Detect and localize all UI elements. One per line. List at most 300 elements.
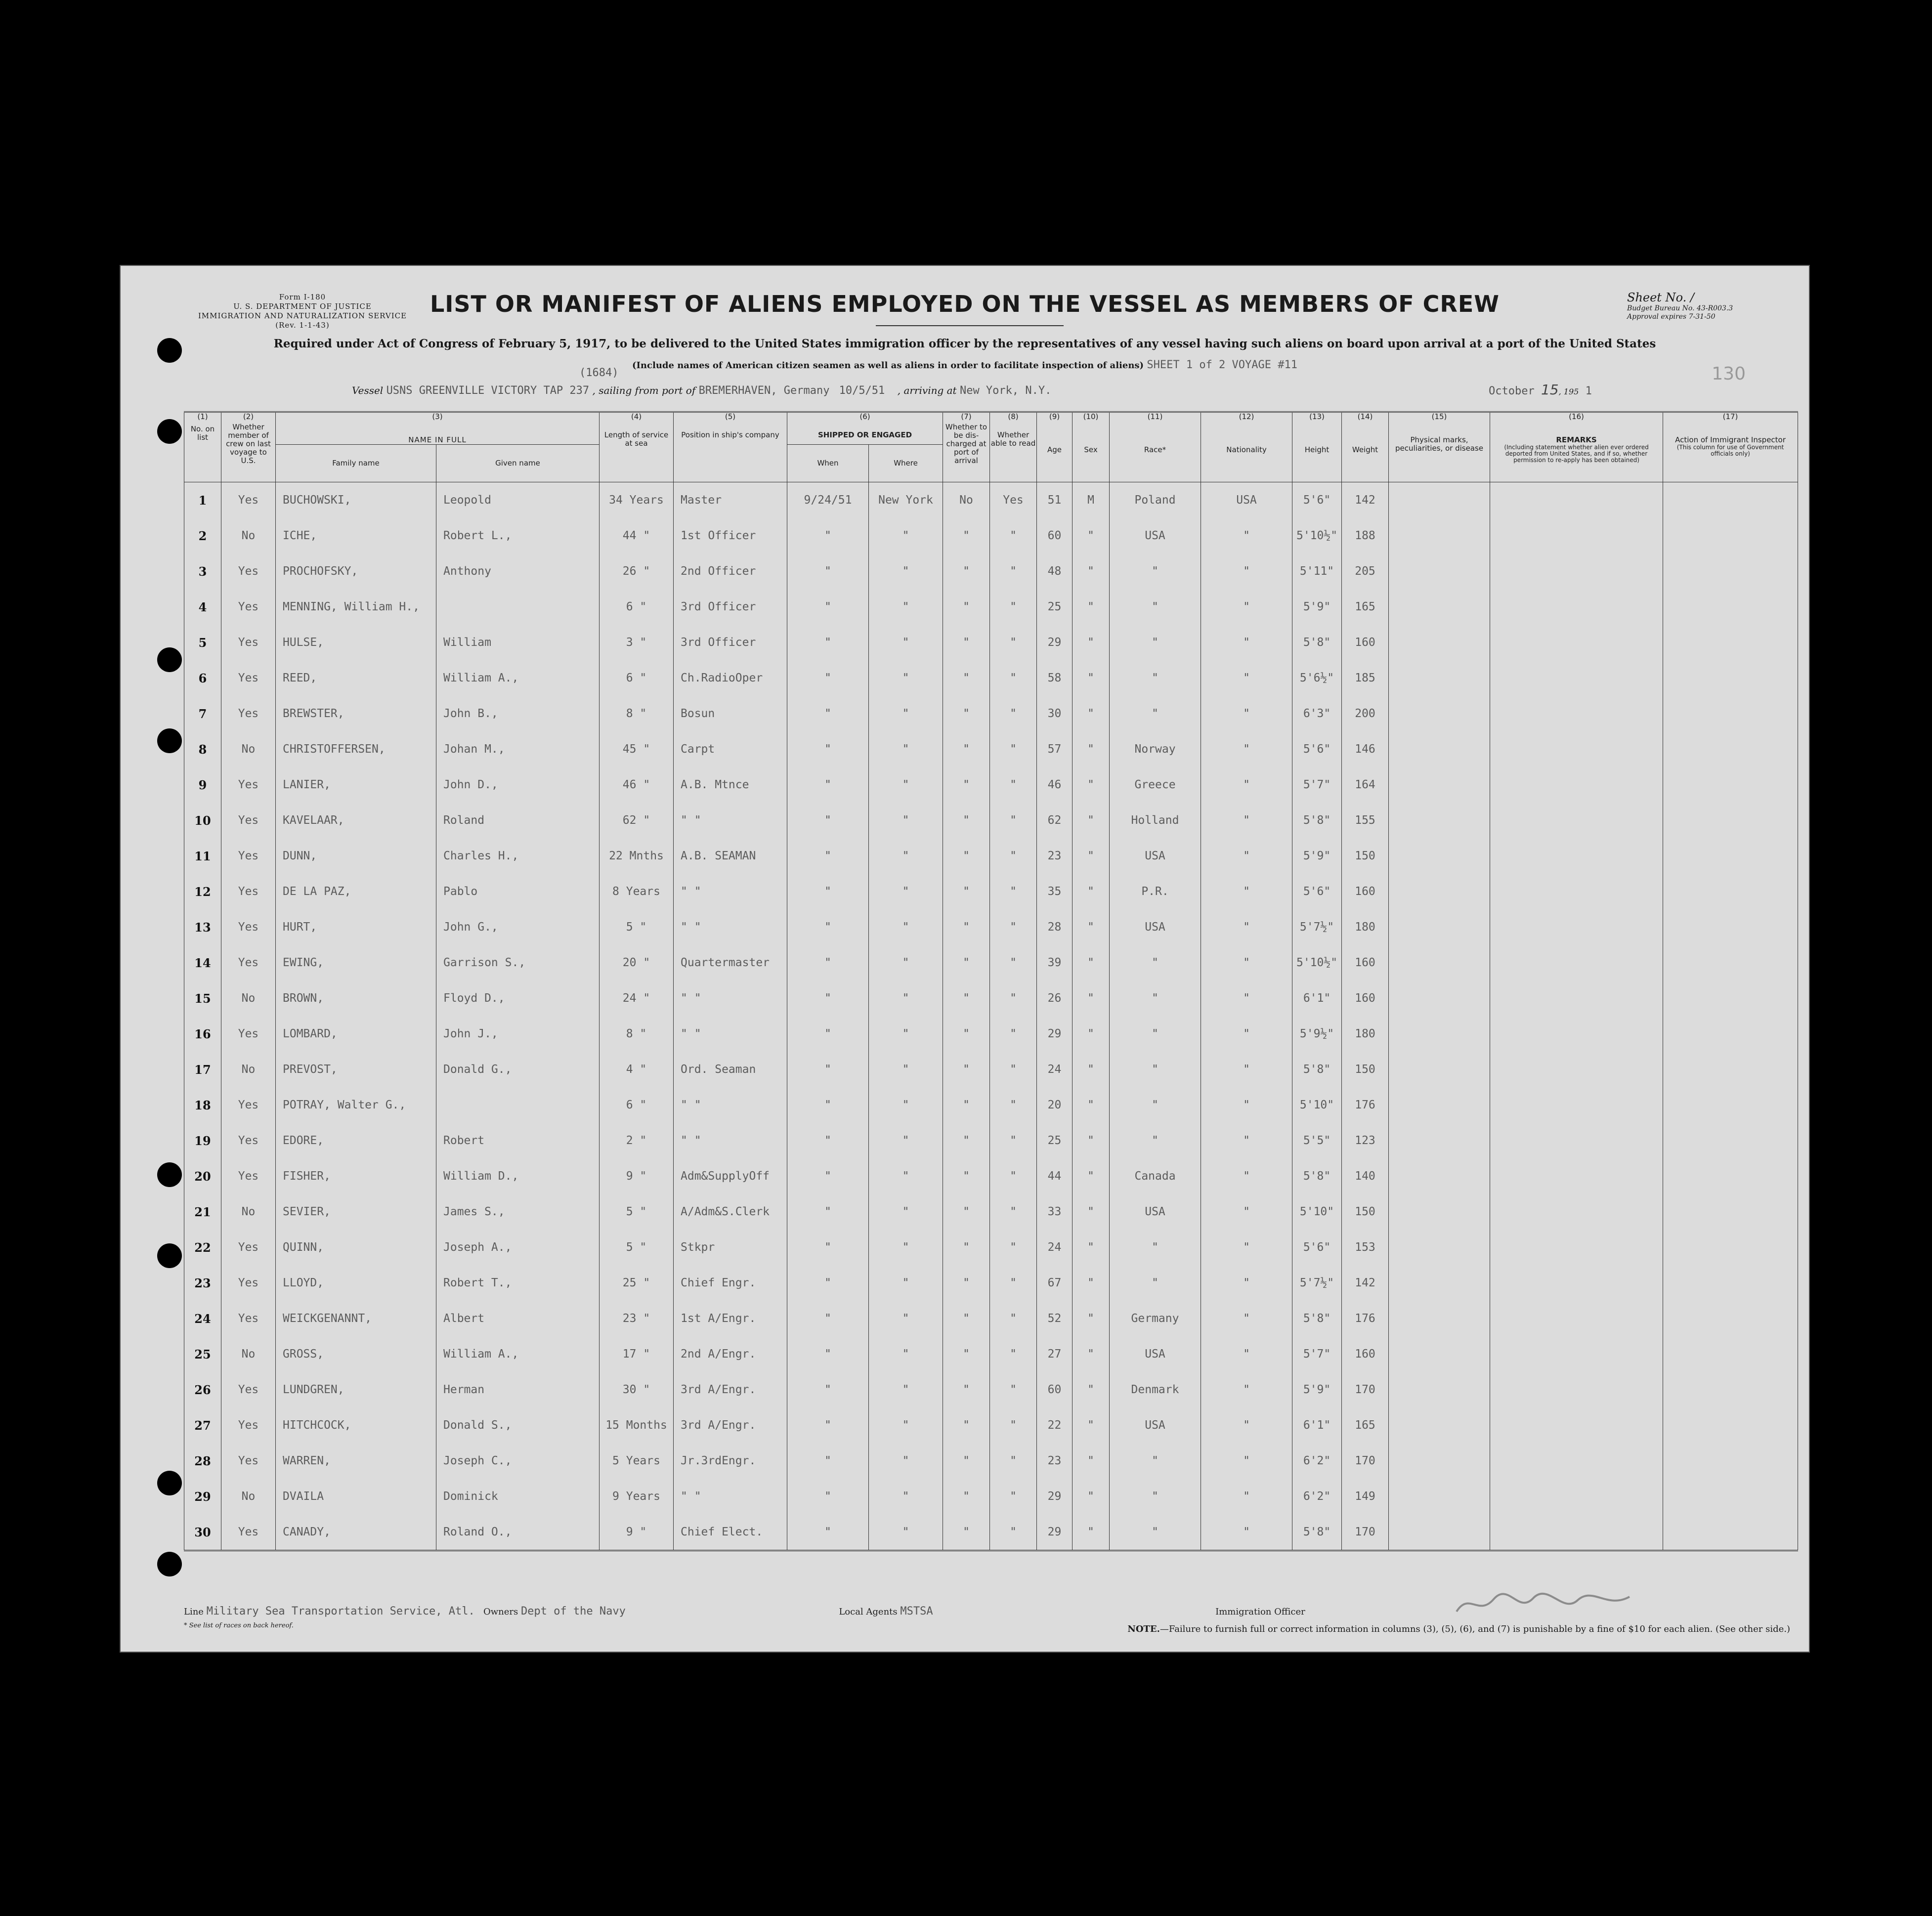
race-cell: " — [1110, 1265, 1201, 1301]
race-cell: USA — [1110, 1336, 1201, 1372]
weight-cell: 149 — [1342, 1479, 1389, 1514]
table-row — [184, 1123, 1798, 1158]
table-row — [184, 625, 1798, 660]
shipped-when-cell: " — [787, 1052, 869, 1087]
discharged-cell: " — [943, 980, 990, 1016]
arrival-month: October — [1489, 385, 1535, 397]
discharged-cell: " — [943, 767, 990, 803]
table-body — [184, 482, 1798, 1551]
row-number-cell: 3 — [184, 554, 221, 589]
nationality-cell: " — [1201, 518, 1292, 554]
height-cell: 5'9" — [1292, 1372, 1342, 1407]
family-name-cell: ICHE, — [276, 518, 436, 554]
discharged-cell: " — [943, 1479, 990, 1514]
last-voyage-cell: No — [221, 518, 276, 554]
agents-label: Local Agents — [839, 1607, 898, 1617]
position-cell: 1st A/Engr. — [674, 1301, 787, 1336]
sex-cell: " — [1073, 1407, 1110, 1443]
able-to-read-cell: " — [990, 1265, 1037, 1301]
last-voyage-cell: Yes — [221, 589, 276, 625]
family-name-cell: HURT, — [276, 909, 436, 945]
family-name-cell: LANIER, — [276, 767, 436, 803]
physical-marks-cell — [1389, 589, 1490, 625]
shipped-when-cell: " — [787, 1372, 869, 1407]
family-name-cell: EWING, — [276, 945, 436, 980]
weight-cell: 188 — [1342, 518, 1389, 554]
given-name-cell: Roland O., — [436, 1514, 600, 1551]
note-label: NOTE. — [1127, 1624, 1160, 1634]
row-number-cell: 1 — [184, 482, 221, 518]
shipped-when-cell: " — [787, 803, 869, 838]
weight-cell: 150 — [1342, 1052, 1389, 1087]
discharged-cell: " — [943, 660, 990, 696]
table-row — [184, 1301, 1798, 1336]
age-cell: 23 — [1037, 1443, 1073, 1479]
shipped-where-cell: " — [869, 625, 943, 660]
nationality-cell: " — [1201, 1087, 1292, 1123]
given-name-cell: Leopold — [436, 482, 600, 518]
family-name-cell: LOMBARD, — [276, 1016, 436, 1052]
sex-cell: " — [1073, 625, 1110, 660]
header-col6: (6) SHIPPED OR ENGAGED — [787, 412, 943, 445]
age-cell: 29 — [1037, 1479, 1073, 1514]
shipped-where-cell: " — [869, 731, 943, 767]
remarks-cell — [1490, 1265, 1663, 1301]
race-cell: USA — [1110, 1407, 1201, 1443]
nationality-cell: " — [1201, 909, 1292, 945]
weight-cell: 150 — [1342, 838, 1389, 874]
race-cell: " — [1110, 945, 1201, 980]
race-cell: " — [1110, 1443, 1201, 1479]
age-cell: 29 — [1037, 1016, 1073, 1052]
last-voyage-cell: Yes — [221, 1514, 276, 1551]
department: U. S. DEPARTMENT OF JUSTICE — [233, 302, 372, 311]
physical-marks-cell — [1389, 1123, 1490, 1158]
header-col13: (13) Height — [1292, 412, 1342, 482]
age-cell: 28 — [1037, 909, 1073, 945]
discharged-cell: " — [943, 909, 990, 945]
shipped-where-cell: " — [869, 696, 943, 731]
length-of-service-cell: 26 " — [600, 554, 674, 589]
family-name-cell: PREVOST, — [276, 1052, 436, 1087]
position-cell: 3rd Officer — [674, 625, 787, 660]
shipped-when-cell: " — [787, 1194, 869, 1230]
service: IMMIGRATION AND NATURALIZATION SERVICE — [198, 311, 407, 320]
weight-cell: 140 — [1342, 1158, 1389, 1194]
remarks-cell — [1490, 1514, 1663, 1551]
weight-cell: 123 — [1342, 1123, 1389, 1158]
row-number-cell: 23 — [184, 1265, 221, 1301]
row-number-cell: 11 — [184, 838, 221, 874]
height-cell: 5'6" — [1292, 1230, 1342, 1265]
position-cell: 2nd A/Engr. — [674, 1336, 787, 1372]
inspector-action-cell — [1663, 1479, 1798, 1514]
nationality-cell: " — [1201, 1230, 1292, 1265]
binder-hole — [157, 728, 182, 753]
remarks-cell — [1490, 1123, 1663, 1158]
remarks-cell — [1490, 767, 1663, 803]
family-name-cell: WEICKGENANNT, — [276, 1301, 436, 1336]
weight-cell: 176 — [1342, 1301, 1389, 1336]
row-number-cell: 13 — [184, 909, 221, 945]
agents-value: MSTSA — [900, 1605, 933, 1618]
shipped-where-cell: " — [869, 1443, 943, 1479]
binder-hole — [157, 1471, 182, 1495]
sex-cell: " — [1073, 1087, 1110, 1123]
inspector-action-cell — [1663, 1158, 1798, 1194]
sex-cell: " — [1073, 803, 1110, 838]
weight-cell: 142 — [1342, 482, 1389, 518]
header-col16: (16) REMARKS (Including statement whether alien ever ordered deported from United States, and if so, whether permission to re-apply has been obtained) — [1490, 412, 1663, 482]
height-cell: 5'7" — [1292, 767, 1342, 803]
length-of-service-cell: 2 " — [600, 1123, 674, 1158]
given-name-cell: Donald S., — [436, 1407, 600, 1443]
length-of-service-cell: 3 " — [600, 625, 674, 660]
header-col9: (9) Age — [1037, 412, 1073, 482]
table-row — [184, 1230, 1798, 1265]
family-name-cell: KAVELAAR, — [276, 803, 436, 838]
given-name-cell: Floyd D., — [436, 980, 600, 1016]
position-cell: " " — [674, 909, 787, 945]
length-of-service-cell: 6 " — [600, 660, 674, 696]
weight-cell: 160 — [1342, 1336, 1389, 1372]
shipped-when-cell: " — [787, 838, 869, 874]
shipped-when-cell: " — [787, 1301, 869, 1336]
physical-marks-cell — [1389, 1194, 1490, 1230]
height-cell: 5'8" — [1292, 1158, 1342, 1194]
table-row — [184, 1443, 1798, 1479]
height-cell: 5'5" — [1292, 1123, 1342, 1158]
able-to-read-cell: " — [990, 1016, 1037, 1052]
nationality-cell: " — [1201, 1336, 1292, 1372]
family-name-cell: QUINN, — [276, 1230, 436, 1265]
port-to: New York, N.Y. — [959, 384, 1052, 397]
position-cell: " " — [674, 874, 787, 909]
shipped-when-cell: " — [787, 1158, 869, 1194]
sex-cell: " — [1073, 660, 1110, 696]
discharged-cell: " — [943, 1158, 990, 1194]
race-cell: " — [1110, 1479, 1201, 1514]
form-number: Form I-180 — [279, 293, 326, 301]
table-row — [184, 1016, 1798, 1052]
race-cell: " — [1110, 1016, 1201, 1052]
length-of-service-cell: 8 " — [600, 696, 674, 731]
remarks-cell — [1490, 1052, 1663, 1087]
able-to-read-cell: " — [990, 980, 1037, 1016]
shipped-where-cell: " — [869, 1158, 943, 1194]
shipped-when-cell: " — [787, 1443, 869, 1479]
age-cell: 29 — [1037, 1514, 1073, 1551]
table-row — [184, 554, 1798, 589]
sex-cell: " — [1073, 874, 1110, 909]
able-to-read-cell: " — [990, 1194, 1037, 1230]
physical-marks-cell — [1389, 1336, 1490, 1372]
remarks-cell — [1490, 1016, 1663, 1052]
discharged-cell: " — [943, 1372, 990, 1407]
race-cell: " — [1110, 980, 1201, 1016]
position-cell: 3rd A/Engr. — [674, 1372, 787, 1407]
shipped-when-cell: " — [787, 696, 869, 731]
length-of-service-cell: 4 " — [600, 1052, 674, 1087]
discharged-cell: " — [943, 518, 990, 554]
able-to-read-cell: " — [990, 803, 1037, 838]
given-name-cell: William A., — [436, 1336, 600, 1372]
row-number-cell: 2 — [184, 518, 221, 554]
height-cell: 5'8" — [1292, 1301, 1342, 1336]
able-to-read-cell: " — [990, 1443, 1037, 1479]
sex-cell: " — [1073, 1052, 1110, 1087]
inspector-action-cell — [1663, 554, 1798, 589]
length-of-service-cell: 5 " — [600, 909, 674, 945]
sex-cell: " — [1073, 945, 1110, 980]
last-voyage-cell: Yes — [221, 767, 276, 803]
physical-marks-cell — [1389, 1158, 1490, 1194]
position-cell: Chief Elect. — [674, 1514, 787, 1551]
table-header — [184, 412, 1798, 482]
race-cell: Holland — [1110, 803, 1201, 838]
position-cell: Bosun — [674, 696, 787, 731]
discharged-cell: " — [943, 625, 990, 660]
physical-marks-cell — [1389, 518, 1490, 554]
shipped-where-cell: " — [869, 945, 943, 980]
family-name-cell: LLOYD, — [276, 1265, 436, 1301]
family-name-cell: POTRAY, Walter G., — [276, 1087, 436, 1123]
inspector-action-cell — [1663, 1052, 1798, 1087]
shipped-when-cell: " — [787, 1407, 869, 1443]
row-number-cell: 21 — [184, 1194, 221, 1230]
header-col2: (2) Whether member of crew on last voyage to U.S. — [221, 412, 276, 482]
header-col1: (1) No. on list — [184, 412, 221, 482]
length-of-service-cell: 62 " — [600, 803, 674, 838]
physical-marks-cell — [1389, 1230, 1490, 1265]
able-to-read-cell: Yes — [990, 482, 1037, 518]
nationality-cell: " — [1201, 838, 1292, 874]
last-voyage-cell: Yes — [221, 1265, 276, 1301]
remarks-cell — [1490, 1336, 1663, 1372]
sex-cell: " — [1073, 1158, 1110, 1194]
race-cell: USA — [1110, 838, 1201, 874]
discharged-cell: " — [943, 589, 990, 625]
row-number-cell: 26 — [184, 1372, 221, 1407]
shipped-when-cell: " — [787, 1016, 869, 1052]
table-row — [184, 1372, 1798, 1407]
physical-marks-cell — [1389, 767, 1490, 803]
line-value: Military Sea Transportation Service, Atl. — [206, 1605, 475, 1618]
age-cell: 24 — [1037, 1230, 1073, 1265]
weight-cell: 200 — [1342, 696, 1389, 731]
nationality-cell: " — [1201, 1052, 1292, 1087]
given-name-cell: Joseph A., — [436, 1230, 600, 1265]
remarks-cell — [1490, 945, 1663, 980]
able-to-read-cell: " — [990, 1123, 1037, 1158]
sex-cell: " — [1073, 1443, 1110, 1479]
table-row — [184, 874, 1798, 909]
nationality-cell: " — [1201, 1265, 1292, 1301]
owners-label: Owners — [483, 1607, 518, 1617]
shipped-where-cell: " — [869, 1514, 943, 1551]
remarks-cell — [1490, 518, 1663, 554]
sex-cell: " — [1073, 696, 1110, 731]
sex-cell: " — [1073, 1230, 1110, 1265]
weight-cell: 160 — [1342, 625, 1389, 660]
sex-cell: " — [1073, 980, 1110, 1016]
discharged-cell: " — [943, 1016, 990, 1052]
given-name-cell: Robert T., — [436, 1265, 600, 1301]
header-col8: (8) Whether able to read — [990, 412, 1037, 482]
remarks-cell — [1490, 874, 1663, 909]
remarks-cell — [1490, 696, 1663, 731]
length-of-service-cell: 30 " — [600, 1372, 674, 1407]
nationality-cell: " — [1201, 1016, 1292, 1052]
race-cell: " — [1110, 660, 1201, 696]
able-to-read-cell: " — [990, 1052, 1037, 1087]
inspector-action-cell — [1663, 1443, 1798, 1479]
length-of-service-cell: 24 " — [600, 980, 674, 1016]
physical-marks-cell — [1389, 945, 1490, 980]
able-to-read-cell: " — [990, 554, 1037, 589]
nationality-cell: " — [1201, 767, 1292, 803]
last-voyage-cell: Yes — [221, 1158, 276, 1194]
family-name-cell: BUCHOWSKI, — [276, 482, 436, 518]
given-name-cell: William D., — [436, 1158, 600, 1194]
position-cell: A/Adm&S.Clerk — [674, 1194, 787, 1230]
shipped-where-cell: " — [869, 1407, 943, 1443]
family-name-cell: DUNN, — [276, 838, 436, 874]
table-row — [184, 660, 1798, 696]
shipped-where-cell: " — [869, 838, 943, 874]
header-where: Where — [869, 445, 943, 482]
inspector-action-cell — [1663, 731, 1798, 767]
official-number: (1684) — [579, 367, 619, 379]
header-col12: (12) Nationality — [1201, 412, 1292, 482]
given-name-cell: William A., — [436, 660, 600, 696]
row-number-cell: 17 — [184, 1052, 221, 1087]
given-name-cell: Pablo — [436, 874, 600, 909]
nationality-cell: " — [1201, 589, 1292, 625]
last-voyage-cell: Yes — [221, 1087, 276, 1123]
age-cell: 62 — [1037, 803, 1073, 838]
race-cell: Denmark — [1110, 1372, 1201, 1407]
family-name-cell: DVAILA — [276, 1479, 436, 1514]
page-stamp-number: 130 — [1712, 364, 1746, 384]
weight-cell: 165 — [1342, 589, 1389, 625]
discharged-cell: " — [943, 1230, 990, 1265]
age-cell: 52 — [1037, 1301, 1073, 1336]
discharged-cell: " — [943, 1514, 990, 1551]
able-to-read-cell: " — [990, 874, 1037, 909]
binder-hole — [157, 1243, 182, 1268]
remarks-cell — [1490, 980, 1663, 1016]
port-from: BREMERHAVEN, Germany — [698, 384, 830, 397]
last-voyage-cell: Yes — [221, 1230, 276, 1265]
height-cell: 6'3" — [1292, 696, 1342, 731]
remarks-cell — [1490, 589, 1663, 625]
inspector-action-cell — [1663, 518, 1798, 554]
discharged-cell: " — [943, 1265, 990, 1301]
shipped-where-cell: " — [869, 1372, 943, 1407]
last-voyage-cell: Yes — [221, 1016, 276, 1052]
length-of-service-cell: 5 Years — [600, 1443, 674, 1479]
age-cell: 27 — [1037, 1336, 1073, 1372]
shipped-when-cell: 9/24/51 — [787, 482, 869, 518]
race-cell: P.R. — [1110, 874, 1201, 909]
last-voyage-cell: No — [221, 980, 276, 1016]
row-number-cell: 18 — [184, 1087, 221, 1123]
last-voyage-cell: Yes — [221, 660, 276, 696]
table-row — [184, 945, 1798, 980]
row-number-cell: 30 — [184, 1514, 221, 1551]
row-number-cell: 12 — [184, 874, 221, 909]
age-cell: 35 — [1037, 874, 1073, 909]
remarks-cell — [1490, 1443, 1663, 1479]
able-to-read-cell: " — [990, 660, 1037, 696]
inspector-action-cell — [1663, 838, 1798, 874]
height-cell: 6'1" — [1292, 980, 1342, 1016]
shipped-where-cell: " — [869, 660, 943, 696]
required-statement: Required under Act of Congress of February 5, 1917, to be delivered to the United States immigration officer by the representatives of any vessel having such aliens on board upon arrival at a port of the United States — [273, 337, 1656, 350]
races-note: * See list of races on back hereof. — [184, 1622, 294, 1629]
race-cell: " — [1110, 589, 1201, 625]
given-name-cell: Dominick — [436, 1479, 600, 1514]
shipped-when-cell: " — [787, 660, 869, 696]
position-cell: Stkpr — [674, 1230, 787, 1265]
nationality-cell: " — [1201, 1158, 1292, 1194]
nationality-cell: USA — [1201, 482, 1292, 518]
age-cell: 60 — [1037, 1372, 1073, 1407]
discharged-cell: " — [943, 554, 990, 589]
weight-cell: 160 — [1342, 874, 1389, 909]
inspector-action-cell — [1663, 1336, 1798, 1372]
remarks-cell — [1490, 1158, 1663, 1194]
length-of-service-cell: 22 Mnths — [600, 838, 674, 874]
row-number-cell: 9 — [184, 767, 221, 803]
last-voyage-cell: No — [221, 1336, 276, 1372]
weight-cell: 170 — [1342, 1443, 1389, 1479]
length-of-service-cell: 44 " — [600, 518, 674, 554]
sex-cell: " — [1073, 838, 1110, 874]
table-row — [184, 838, 1798, 874]
remarks-cell — [1490, 660, 1663, 696]
height-cell: 5'7½" — [1292, 909, 1342, 945]
row-number-cell: 27 — [184, 1407, 221, 1443]
vessel-label: Vessel — [352, 384, 384, 396]
include-note — [120, 359, 1810, 371]
height-cell: 5'10½" — [1292, 945, 1342, 980]
physical-marks-cell — [1389, 838, 1490, 874]
arriving-label: , arriving at — [897, 384, 957, 396]
able-to-read-cell: " — [990, 1336, 1037, 1372]
sex-cell: " — [1073, 1301, 1110, 1336]
height-cell: 5'10" — [1292, 1194, 1342, 1230]
binder-hole — [157, 338, 182, 363]
length-of-service-cell: 6 " — [600, 1087, 674, 1123]
header-col11: (11) Race* — [1110, 412, 1201, 482]
physical-marks-cell — [1389, 731, 1490, 767]
header-col5: (5) Position in ship's company — [674, 412, 787, 482]
length-of-service-cell: 20 " — [600, 945, 674, 980]
height-cell: 5'6" — [1292, 482, 1342, 518]
family-name-cell: DE LA PAZ, — [276, 874, 436, 909]
weight-cell: 205 — [1342, 554, 1389, 589]
physical-marks-cell — [1389, 980, 1490, 1016]
inspector-action-cell — [1663, 1123, 1798, 1158]
nationality-cell: " — [1201, 1194, 1292, 1230]
length-of-service-cell: 9 " — [600, 1514, 674, 1551]
row-number-cell: 15 — [184, 980, 221, 1016]
inspector-action-cell — [1663, 1265, 1798, 1301]
arrival-year-digit: 1 — [1585, 385, 1592, 397]
weight-cell: 170 — [1342, 1372, 1389, 1407]
